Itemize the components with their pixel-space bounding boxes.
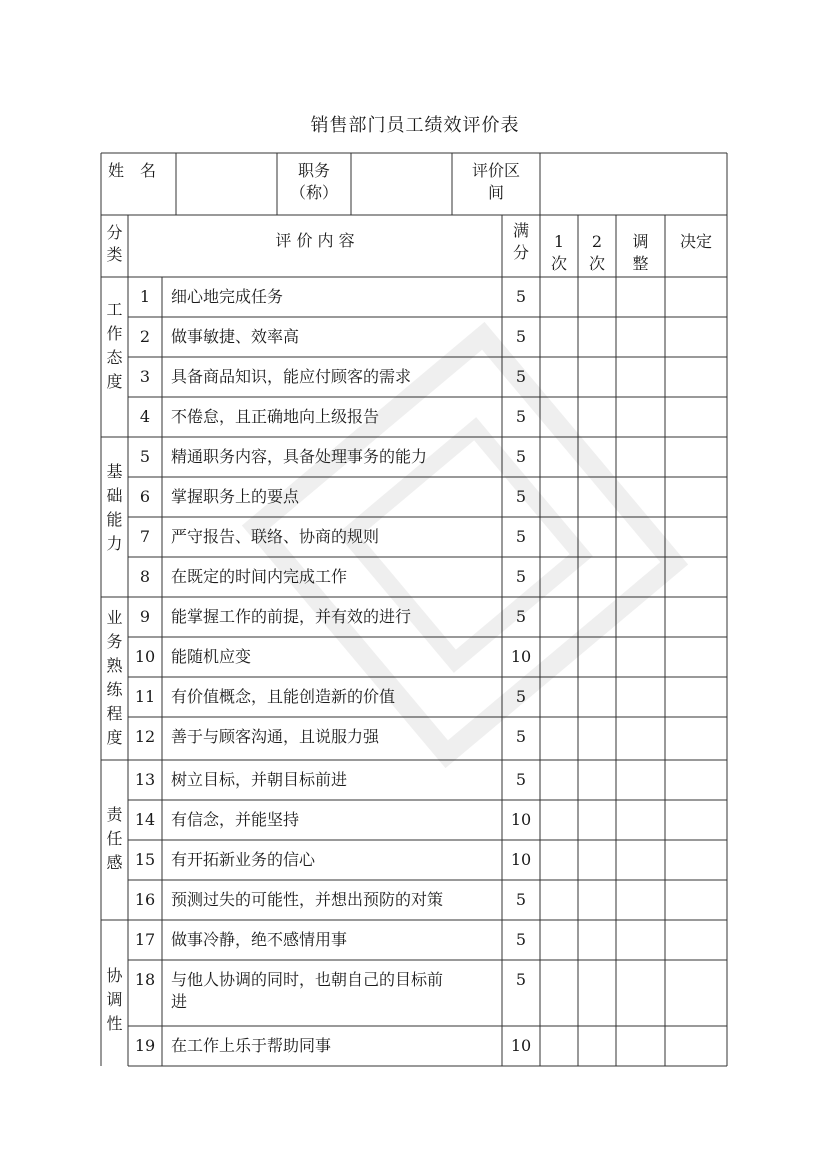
row-content: 精通职务内容，具备处理事务的能力 xyxy=(171,447,428,466)
row-full-score: 10 xyxy=(510,1036,532,1055)
period-label xyxy=(452,160,540,204)
category-char: 性 xyxy=(106,1014,123,1033)
row-content: 细心地完成任务 xyxy=(171,287,284,306)
row-first-score-cell[interactable] xyxy=(540,920,578,960)
row-content-line1: 与他人协调的同时，也朝自己的目标前 xyxy=(171,970,444,989)
column-decision: 决定 xyxy=(679,232,712,251)
column-first-line1: 1 xyxy=(553,232,565,251)
row-content: 有开拓新业务的信心 xyxy=(171,850,316,869)
row-decision-cell[interactable] xyxy=(665,557,727,597)
row-number: 10 xyxy=(134,647,156,666)
row-first-score-cell[interactable] xyxy=(540,880,578,920)
category-char: 度 xyxy=(106,372,123,391)
row-adjust-cell[interactable] xyxy=(616,1026,665,1066)
page-title: 销售部门员工绩效评价表 xyxy=(310,115,520,136)
position-value[interactable] xyxy=(352,154,451,214)
row-decision-cell[interactable] xyxy=(665,960,727,1026)
row-number: 4 xyxy=(139,407,151,426)
category-char: 感 xyxy=(106,853,123,872)
category-char: 程 xyxy=(106,704,123,723)
row-adjust-cell[interactable] xyxy=(616,880,665,920)
row-second-score-cell[interactable] xyxy=(578,637,616,677)
category-char: 度 xyxy=(106,728,123,747)
row-second-score-cell[interactable] xyxy=(578,557,616,597)
row-content-line2: 进 xyxy=(171,992,188,1011)
position-label-line1: 职务 xyxy=(297,161,330,180)
row-full-score: 5 xyxy=(515,567,527,586)
row-full-score: 5 xyxy=(515,287,527,306)
column-full-score-line1: 满 xyxy=(512,221,529,240)
column-content: 评 价 内 容 xyxy=(275,231,355,250)
row-adjust-cell[interactable] xyxy=(616,717,665,760)
category-work-attitude xyxy=(101,298,128,394)
row-full-score: 10 xyxy=(510,850,532,869)
row-first-score-cell[interactable] xyxy=(540,637,578,677)
row-content: 做事敏捷、效率高 xyxy=(171,327,300,346)
row-content: 具备商品知识，能应付顾客的需求 xyxy=(171,367,412,386)
category-char: 态 xyxy=(106,348,123,367)
row-adjust-cell[interactable] xyxy=(616,840,665,880)
row-second-score-cell[interactable] xyxy=(578,760,616,800)
row-full-score: 5 xyxy=(515,527,527,546)
row-second-score-cell[interactable] xyxy=(578,317,616,357)
category-char: 练 xyxy=(106,680,123,699)
row-content: 有价值概念，且能创造新的价值 xyxy=(171,687,396,706)
row-second-score-cell[interactable] xyxy=(578,397,616,437)
row-second-score-cell[interactable] xyxy=(578,840,616,880)
row-first-score-cell[interactable] xyxy=(540,517,578,557)
position-label xyxy=(277,160,351,204)
row-adjust-cell[interactable] xyxy=(616,760,665,800)
category-char: 能 xyxy=(106,510,123,529)
row-second-score-cell[interactable] xyxy=(578,920,616,960)
column-first xyxy=(540,231,578,275)
row-full-score: 5 xyxy=(515,687,527,706)
row-number: 5 xyxy=(139,447,151,466)
category-char: 熟 xyxy=(106,656,123,675)
row-full-score: 5 xyxy=(515,367,527,386)
row-full-score: 5 xyxy=(515,970,527,989)
category-coordination xyxy=(101,964,128,1036)
row-decision-cell[interactable] xyxy=(665,760,727,800)
row-number: 7 xyxy=(139,527,151,546)
row-content: 严守报告、联络、协商的规则 xyxy=(171,527,380,546)
row-number: 9 xyxy=(139,607,151,626)
column-full-score-line2: 分 xyxy=(512,243,529,262)
row-decision-cell[interactable] xyxy=(665,717,727,760)
period-label-line2: 间 xyxy=(487,183,504,202)
row-second-score-cell[interactable] xyxy=(578,597,616,637)
row-content: 预测过失的可能性，并想出预防的对策 xyxy=(171,890,444,909)
row-adjust-cell[interactable] xyxy=(616,677,665,717)
row-second-score-cell[interactable] xyxy=(578,880,616,920)
row-decision-cell[interactable] xyxy=(665,517,727,557)
name-value[interactable] xyxy=(177,154,276,214)
position-label-line2: （称） xyxy=(289,183,338,202)
row-second-score-cell[interactable] xyxy=(578,677,616,717)
row-content: 在工作上乐于帮助同事 xyxy=(171,1036,332,1055)
row-full-score: 10 xyxy=(510,647,532,666)
category-char: 任 xyxy=(106,829,123,848)
row-first-score-cell[interactable] xyxy=(540,1026,578,1066)
name-label: 姓 名 xyxy=(108,161,157,180)
column-full-score xyxy=(502,220,540,264)
row-first-score-cell[interactable] xyxy=(540,397,578,437)
row-first-score-cell[interactable] xyxy=(540,840,578,880)
column-category-line1: 分 xyxy=(106,223,123,242)
row-adjust-cell[interactable] xyxy=(616,317,665,357)
row-full-score: 5 xyxy=(515,770,527,789)
column-second-line2: 次 xyxy=(588,254,605,273)
row-number: 14 xyxy=(134,810,156,829)
row-content: 能掌握工作的前提，并有效的进行 xyxy=(171,607,412,626)
row-decision-cell[interactable] xyxy=(665,397,727,437)
column-first-line2: 次 xyxy=(550,254,567,273)
row-first-score-cell[interactable] xyxy=(540,357,578,397)
category-business-proficiency xyxy=(101,606,128,750)
row-full-score: 5 xyxy=(515,407,527,426)
row-decision-cell[interactable] xyxy=(665,840,727,880)
row-adjust-cell[interactable] xyxy=(616,920,665,960)
row-decision-cell[interactable] xyxy=(665,597,727,637)
row-adjust-cell[interactable] xyxy=(616,277,665,317)
column-second xyxy=(578,231,616,275)
period-label-line1: 评价区 xyxy=(471,161,520,180)
category-char: 协 xyxy=(106,966,123,985)
category-responsibility xyxy=(101,803,128,875)
period-value[interactable] xyxy=(541,154,726,214)
category-char: 调 xyxy=(106,990,123,1009)
row-adjust-cell[interactable] xyxy=(616,357,665,397)
row-decision-cell[interactable] xyxy=(665,1026,727,1066)
row-number: 13 xyxy=(134,770,156,789)
row-second-score-cell[interactable] xyxy=(578,357,616,397)
row-first-score-cell[interactable] xyxy=(540,760,578,800)
category-char: 础 xyxy=(106,486,123,505)
row-first-score-cell[interactable] xyxy=(540,557,578,597)
row-full-score: 5 xyxy=(515,930,527,949)
row-number: 3 xyxy=(139,367,151,386)
row-second-score-cell[interactable] xyxy=(578,517,616,557)
row-decision-cell[interactable] xyxy=(665,677,727,717)
row-decision-cell[interactable] xyxy=(665,277,727,317)
row-content: 不倦怠，且正确地向上级报告 xyxy=(171,407,380,426)
row-first-score-cell[interactable] xyxy=(540,960,578,1026)
row-number: 12 xyxy=(134,727,156,746)
row-adjust-cell[interactable] xyxy=(616,397,665,437)
row-content: 在既定的时间内完成工作 xyxy=(171,567,348,586)
row-adjust-cell[interactable] xyxy=(616,637,665,677)
row-first-score-cell[interactable] xyxy=(540,317,578,357)
row-number: 6 xyxy=(139,487,151,506)
row-content: 善于与顾客沟通，且说服力强 xyxy=(171,727,380,746)
row-decision-cell[interactable] xyxy=(665,317,727,357)
category-char: 作 xyxy=(106,324,123,343)
row-number: 11 xyxy=(134,687,156,706)
row-content: 掌握职务上的要点 xyxy=(171,487,300,506)
row-full-score: 5 xyxy=(515,487,527,506)
row-number: 2 xyxy=(139,327,151,346)
row-number: 8 xyxy=(139,567,151,586)
row-content: 能随机应变 xyxy=(171,647,252,666)
category-char: 责 xyxy=(106,805,123,824)
column-category xyxy=(101,222,128,266)
row-adjust-cell[interactable] xyxy=(616,597,665,637)
row-first-score-cell[interactable] xyxy=(540,437,578,477)
row-adjust-cell[interactable] xyxy=(616,800,665,840)
row-number: 17 xyxy=(134,930,156,949)
category-char: 力 xyxy=(106,534,123,553)
row-content xyxy=(171,960,499,1026)
row-decision-cell[interactable] xyxy=(665,637,727,677)
row-adjust-cell[interactable] xyxy=(616,557,665,597)
row-decision-cell[interactable] xyxy=(665,477,727,517)
category-char: 业 xyxy=(106,608,123,627)
row-adjust-cell[interactable] xyxy=(616,437,665,477)
column-second-line1: 2 xyxy=(591,232,603,251)
row-second-score-cell[interactable] xyxy=(578,437,616,477)
category-char: 工 xyxy=(106,300,123,319)
row-first-score-cell[interactable] xyxy=(540,717,578,760)
row-content: 做事冷静，绝不感情用事 xyxy=(171,930,348,949)
row-decision-cell[interactable] xyxy=(665,880,727,920)
row-adjust-cell[interactable] xyxy=(616,477,665,517)
column-adjust-line1: 调 xyxy=(632,232,649,251)
row-full-score: 10 xyxy=(510,810,532,829)
row-second-score-cell[interactable] xyxy=(578,277,616,317)
row-full-score: 5 xyxy=(515,727,527,746)
column-adjust-line2: 整 xyxy=(632,254,649,273)
row-decision-cell[interactable] xyxy=(665,357,727,397)
column-adjust xyxy=(616,231,665,275)
row-first-score-cell[interactable] xyxy=(540,597,578,637)
column-category-line2: 类 xyxy=(106,245,123,264)
row-content: 树立目标，并朝目标前进 xyxy=(171,770,348,789)
row-full-score: 5 xyxy=(515,327,527,346)
row-second-score-cell[interactable] xyxy=(578,960,616,1026)
row-decision-cell[interactable] xyxy=(665,437,727,477)
row-first-score-cell[interactable] xyxy=(540,800,578,840)
row-second-score-cell[interactable] xyxy=(578,1026,616,1066)
row-full-score: 5 xyxy=(515,447,527,466)
row-adjust-cell[interactable] xyxy=(616,517,665,557)
category-char: 基 xyxy=(106,462,123,481)
row-full-score: 5 xyxy=(515,890,527,909)
row-content: 有信念，并能坚持 xyxy=(171,810,300,829)
row-second-score-cell[interactable] xyxy=(578,477,616,517)
row-number: 16 xyxy=(134,890,156,909)
row-number: 18 xyxy=(134,970,156,989)
row-second-score-cell[interactable] xyxy=(578,800,616,840)
row-adjust-cell[interactable] xyxy=(616,960,665,1026)
row-decision-cell[interactable] xyxy=(665,920,727,960)
row-second-score-cell[interactable] xyxy=(578,717,616,760)
row-number: 1 xyxy=(139,287,151,306)
row-number: 15 xyxy=(134,850,156,869)
row-number: 19 xyxy=(134,1036,156,1055)
row-full-score: 5 xyxy=(515,607,527,626)
category-basic-ability xyxy=(101,460,128,556)
row-first-score-cell[interactable] xyxy=(540,477,578,517)
row-first-score-cell[interactable] xyxy=(540,677,578,717)
row-first-score-cell[interactable] xyxy=(540,277,578,317)
category-char: 务 xyxy=(106,632,123,651)
row-decision-cell[interactable] xyxy=(665,800,727,840)
